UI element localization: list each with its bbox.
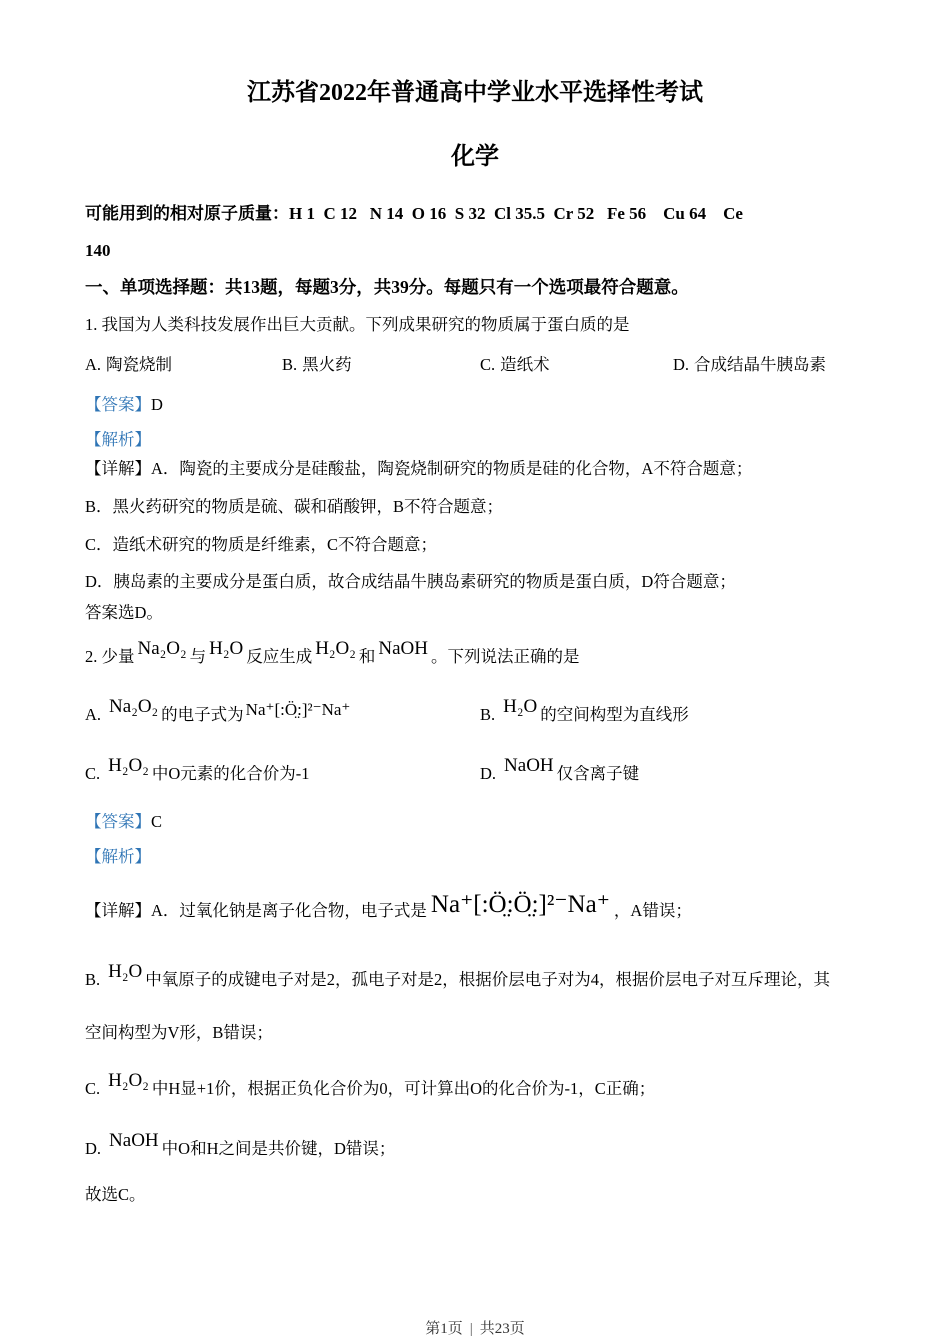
chem-formula-h2o2: H₂O₂: [108, 755, 149, 776]
question-1-detail-d: D．胰岛素的主要成分是蛋白质，故合成结晶牛胰岛素研究的物质是蛋白质，D符合题意；: [85, 572, 736, 591]
option-d-label: D.: [673, 355, 690, 374]
question-1-option-a: [85, 354, 172, 376]
detail-d-label: D.: [85, 1139, 102, 1158]
option-d-text: 合成结晶牛胰岛素: [694, 355, 827, 374]
chem-formula-h2o: H₂O: [209, 638, 244, 659]
option-a-label: A.: [85, 355, 102, 374]
option-c-text: 中O元素的化合价为-1: [151, 764, 310, 783]
option-a-text: 陶瓷烧制: [106, 355, 173, 374]
subject-title: 化学: [451, 144, 499, 170]
atomic-mass-line-2: 140: [85, 241, 111, 260]
electron-dot-formula-large: Na⁺[:Ö̤:Ö̤:]²⁻Na⁺: [430, 891, 610, 918]
answer-value: D: [151, 395, 163, 414]
question-2-option-c: [85, 755, 310, 785]
detail-text: ，A错误；: [613, 901, 692, 920]
question-1-detail-b: B．黑火药研究的物质是硫、碳和硝酸钾，B不符合题意；: [85, 497, 504, 516]
option-b-text: 黑火药: [302, 355, 352, 374]
option-c-label: C.: [480, 355, 496, 374]
detail-text: 中氧原子的成键电子对是2，孤电子对是2，根据价层电子对为4，根据价层电子对互斥理论，其: [145, 970, 830, 989]
stem-text: 2. 少量: [85, 647, 135, 666]
question-1-stem: 1. 我国为人类科技发展作出巨大贡献。下列成果研究的物质属于蛋白质的是: [85, 315, 630, 334]
answer-tag: 【答案】: [85, 395, 151, 414]
atomic-mass-line-1: 可能用到的相对原子质量：H 1 C 12 N 14 O 16 S 32 Cl 35.5 Cr 52 Fe 56 Cu 64 Ce: [85, 204, 743, 223]
question-2-detail-d: [85, 1130, 865, 1160]
question-1-conclusion: 答案选D。: [85, 603, 163, 622]
chem-formula-h2o2: H₂O₂: [108, 1070, 149, 1091]
question-1-option-d: [673, 354, 826, 376]
chem-formula-naoh: NaOH: [378, 638, 429, 659]
question-1-options: [85, 354, 865, 378]
detail-text: 【详解】A．过氧化钠是离子化合物，电子式是: [85, 901, 427, 920]
footer-total-pages: 共23页: [479, 1321, 525, 1337]
stem-text: 。下列说法正确的是: [431, 647, 580, 666]
chem-formula-na2o2: Na₂O₂: [109, 696, 159, 717]
detail-c-label: C.: [85, 1079, 101, 1098]
question-2-answer: [85, 811, 865, 833]
question-2-analysis-tag: [85, 846, 865, 868]
question-1-analysis-tag: [85, 429, 865, 451]
question-2-detail-a: [85, 891, 865, 922]
option-a-label: A.: [85, 705, 102, 724]
question-2-options-row-2: [85, 755, 865, 787]
option-c-label: C.: [85, 764, 101, 783]
stem-text: 与: [189, 647, 207, 666]
question-1-option-c: [480, 354, 550, 376]
electron-dot-formula: Na⁺[:Ö̤:]²⁻Na⁺: [245, 700, 351, 719]
option-b-label: B.: [282, 355, 298, 374]
question-2-option-d: [480, 755, 640, 785]
chem-formula-na2o2: Na₂O₂: [137, 638, 187, 659]
stem-text: 和: [358, 647, 376, 666]
footer-separator: |: [469, 1321, 473, 1337]
question-2-option-a: [85, 696, 352, 726]
question-2-options-row-1: [85, 696, 865, 728]
question-2-detail-b-line-1: [85, 961, 865, 991]
chem-formula-h2o: H₂O: [108, 961, 143, 982]
question-1-option-b: [282, 354, 352, 376]
question-1-answer: [85, 394, 865, 416]
question-2-option-b: [480, 696, 689, 726]
analysis-tag: 【解析】: [85, 847, 151, 866]
detail-text: 中O和H之间是共价键，D错误；: [161, 1139, 396, 1158]
option-d-text: 仅含离子键: [556, 764, 640, 783]
question-1-detail-c: C．造纸术研究的物质是纤维素，C不符合题意；: [85, 535, 438, 554]
stem-text: 反应生成: [246, 647, 313, 666]
chem-formula-naoh: NaOH: [504, 755, 554, 776]
option-c-text: 造纸术: [500, 355, 550, 374]
question-1-detail-a: 【详解】A．陶瓷的主要成分是硅酸盐，陶瓷烧制研究的物质是硅的化合物，A不符合题意；: [85, 459, 753, 478]
option-b-text: 的空间构型为直线形: [540, 705, 689, 724]
question-2-stem: [85, 638, 865, 668]
analysis-tag: 【解析】: [85, 430, 151, 449]
option-b-label: B.: [480, 705, 496, 724]
page-footer: [85, 1318, 865, 1340]
chem-formula-h2o: H₂O: [503, 696, 538, 717]
exam-title: 江苏省2022年普通高中学业水平选择性考试: [247, 80, 703, 106]
question-2-detail-b-line-2: 空间构型为V形，B错误；: [85, 1023, 273, 1042]
chem-formula-naoh: NaOH: [109, 1130, 159, 1151]
option-a-text: 的电子式为: [161, 705, 244, 724]
answer-tag: 【答案】: [85, 812, 151, 831]
detail-text: 中H显+1价，根据正负化合价为0，可计算出O的化合价为-1，C正确；: [151, 1079, 656, 1098]
question-2-conclusion: 故选C。: [85, 1185, 146, 1204]
chem-formula-h2o2: H₂O₂: [315, 638, 356, 659]
option-d-label: D.: [480, 764, 497, 783]
question-2-detail-c: [85, 1070, 865, 1100]
detail-b-label: B.: [85, 970, 101, 989]
answer-value: C: [151, 812, 163, 831]
footer-current-page: 第1页: [425, 1321, 463, 1337]
section-heading: 一、单项选择题：共13题，每题3分，共39分。每题只有一个选项最符合题意。: [85, 277, 689, 297]
